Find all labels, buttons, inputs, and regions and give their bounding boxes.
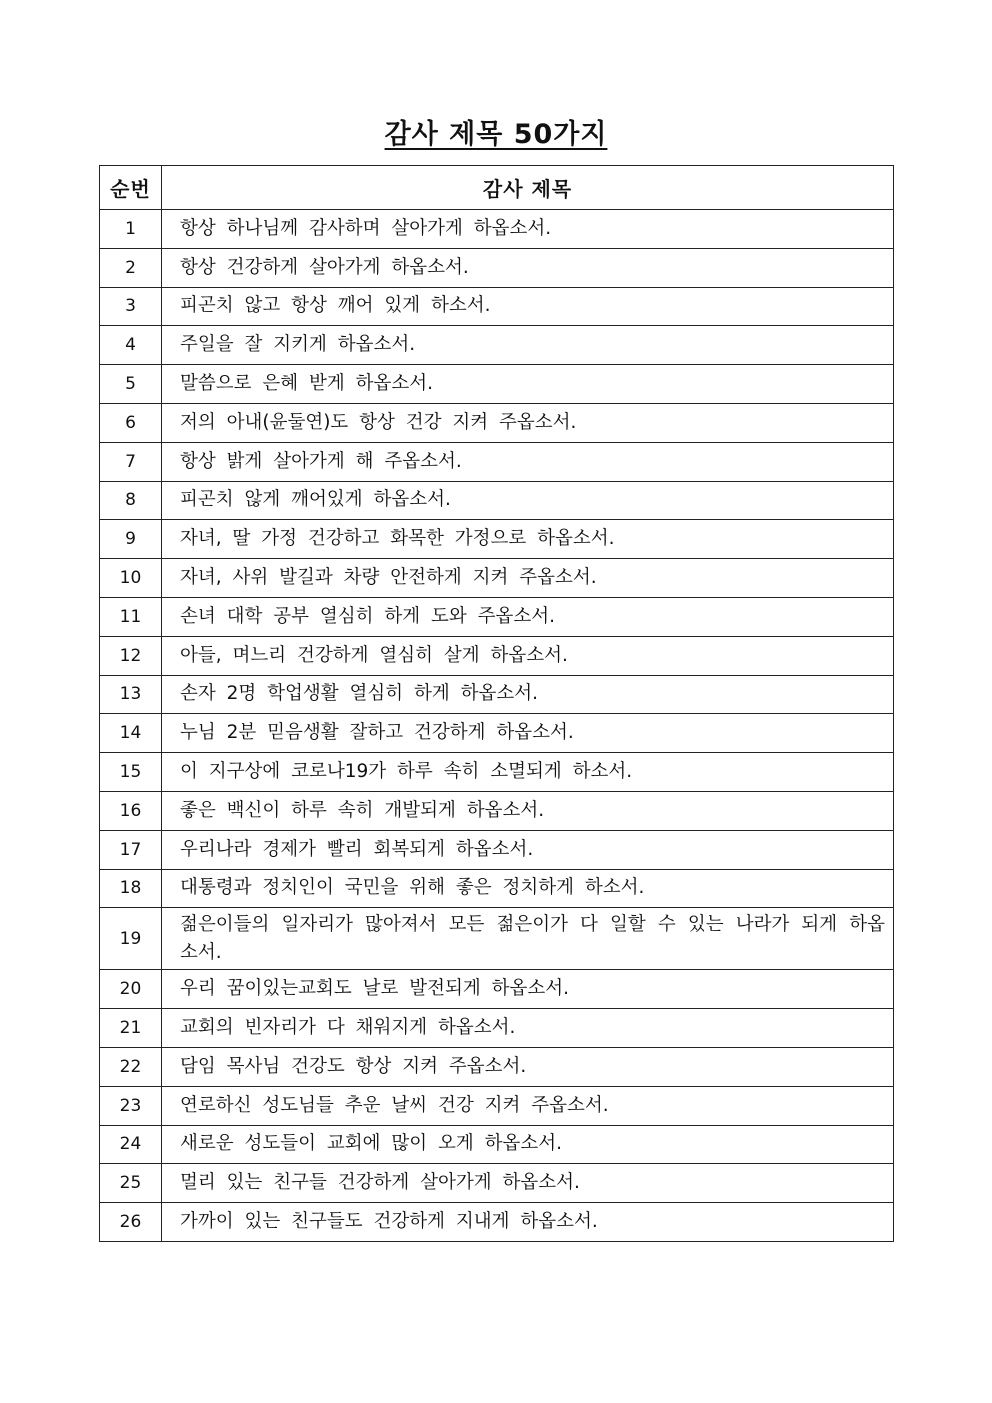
row-text: 연로하신 성도님들 추운 날씨 건강 지켜 주옵소서. [162, 1086, 894, 1125]
row-number: 22 [100, 1047, 162, 1086]
table-row [100, 675, 894, 714]
row-text: 우리 꿈이있는교회도 날로 발전되게 하옵소서. [162, 970, 894, 1009]
row-text: 대통령과 정치인이 국민을 위해 좋은 정치하게 하소서. [162, 869, 894, 908]
row-number: 23 [100, 1086, 162, 1125]
row-text: 교회의 빈자리가 다 채워지게 하옵소서. [162, 1009, 894, 1048]
table-row [100, 753, 894, 792]
table-row [100, 1086, 894, 1125]
row-number: 19 [100, 908, 162, 970]
row-text: 자녀, 딸 가정 건강하고 화목한 가정으로 하옵소서. [162, 520, 894, 559]
table-row [100, 326, 894, 365]
row-text: 누님 2분 믿음생활 잘하고 건강하게 하옵소서. [162, 714, 894, 753]
row-number: 10 [100, 559, 162, 598]
table-row [100, 210, 894, 249]
column-header-content: 감사 제목 [162, 166, 894, 210]
row-number: 1 [100, 210, 162, 249]
row-text: 주일을 잘 지키게 하옵소서. [162, 326, 894, 365]
row-number: 17 [100, 830, 162, 869]
row-text: 항상 건강하게 살아가게 하옵소서. [162, 248, 894, 287]
row-text: 손녀 대학 공부 열심히 하게 도와 주옵소서. [162, 597, 894, 636]
table-row [100, 791, 894, 830]
row-text: 아들, 며느리 건강하게 열심히 살게 하옵소서. [162, 636, 894, 675]
table-row [100, 1203, 894, 1242]
row-text: 담임 목사님 건강도 항상 지켜 주옵소서. [162, 1047, 894, 1086]
row-number: 20 [100, 970, 162, 1009]
row-text: 말씀으로 은혜 받게 하옵소서. [162, 365, 894, 404]
table-row [100, 248, 894, 287]
row-text: 좋은 백신이 하루 속히 개발되게 하옵소서. [162, 791, 894, 830]
row-text: 우리나라 경제가 빨리 회복되게 하옵소서. [162, 830, 894, 869]
table-row [100, 403, 894, 442]
row-number: 21 [100, 1009, 162, 1048]
row-number: 13 [100, 675, 162, 714]
table-row [100, 1125, 894, 1164]
row-number: 2 [100, 248, 162, 287]
row-number: 12 [100, 636, 162, 675]
row-number: 8 [100, 481, 162, 520]
table-row [100, 636, 894, 675]
table-row [100, 520, 894, 559]
table-row [100, 869, 894, 908]
table-row [100, 714, 894, 753]
row-number: 18 [100, 869, 162, 908]
row-number: 14 [100, 714, 162, 753]
table-row [100, 1164, 894, 1203]
row-number: 3 [100, 287, 162, 326]
row-number: 5 [100, 365, 162, 404]
table-row [100, 1047, 894, 1086]
page-title-text: 감사 제목 50가지 [384, 119, 608, 150]
row-text: 가까이 있는 친구들도 건강하게 지내게 하옵소서. [162, 1203, 894, 1242]
table-row [100, 830, 894, 869]
row-text: 자녀, 사위 발길과 차량 안전하게 지켜 주옵소서. [162, 559, 894, 598]
row-text: 이 지구상에 코로나19가 하루 속히 소멸되게 하소서. [162, 753, 894, 792]
row-number: 11 [100, 597, 162, 636]
row-text: 항상 밝게 살아가게 해 주옵소서. [162, 442, 894, 481]
table-header-row [100, 166, 894, 210]
table-row [100, 442, 894, 481]
table-row [100, 908, 894, 970]
table-row [100, 597, 894, 636]
column-header-number: 순번 [100, 166, 162, 210]
page-title [0, 112, 992, 151]
row-text: 저의 아내(윤둘연)도 항상 건강 지켜 주옵소서. [162, 403, 894, 442]
row-text: 새로운 성도들이 교회에 많이 오게 하옵소서. [162, 1125, 894, 1164]
table-row [100, 1009, 894, 1048]
row-number: 26 [100, 1203, 162, 1242]
table-row [100, 365, 894, 404]
table-row [100, 287, 894, 326]
row-number: 15 [100, 753, 162, 792]
table-row [100, 481, 894, 520]
row-number: 16 [100, 791, 162, 830]
table-row [100, 970, 894, 1009]
row-text: 피곤치 않고 항상 깨어 있게 하소서. [162, 287, 894, 326]
row-text: 멀리 있는 친구들 건강하게 살아가게 하옵소서. [162, 1164, 894, 1203]
thanks-table [99, 165, 894, 1242]
table-row [100, 559, 894, 598]
row-number: 7 [100, 442, 162, 481]
row-text: 젊은이들의 일자리가 많아져서 모든 젊은이가 다 일할 수 있는 나라가 되게 하옵소서. [162, 908, 894, 970]
row-text: 손자 2명 학업생활 열심히 하게 하옵소서. [162, 675, 894, 714]
row-number: 6 [100, 403, 162, 442]
row-number: 25 [100, 1164, 162, 1203]
row-text: 항상 하나님께 감사하며 살아가게 하옵소서. [162, 210, 894, 249]
row-text: 피곤치 않게 깨어있게 하옵소서. [162, 481, 894, 520]
row-number: 24 [100, 1125, 162, 1164]
row-number: 4 [100, 326, 162, 365]
row-number: 9 [100, 520, 162, 559]
